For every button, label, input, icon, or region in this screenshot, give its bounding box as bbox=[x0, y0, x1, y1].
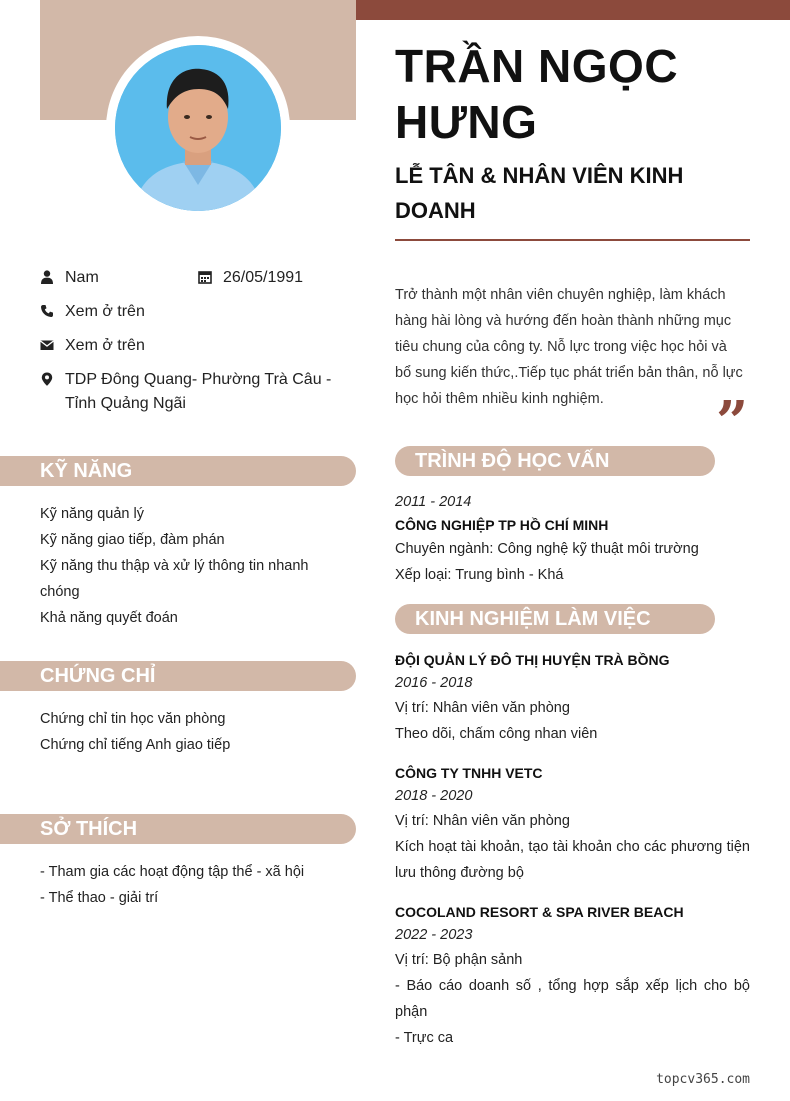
list-item: Kỹ năng quản lý bbox=[40, 506, 144, 522]
list-item: - Tham gia các hoạt động tập thể - xã hội bbox=[40, 864, 305, 880]
email-row bbox=[40, 334, 340, 358]
experience-entry bbox=[395, 762, 750, 886]
hobbies-heading: SỞ THÍCH bbox=[0, 814, 356, 844]
calendar-icon bbox=[198, 270, 212, 284]
list-item: Kỹ năng thu thập và xử lý thông tin nhanh chóng bbox=[40, 558, 309, 600]
phone-value: Xem ở trên bbox=[65, 303, 145, 320]
full-name: TRẦN NGỌC HƯNG bbox=[395, 40, 679, 148]
job-title: LỄ TÂN & NHÂN VIÊN KINH DOANH bbox=[395, 163, 684, 223]
quote-icon: ” bbox=[716, 389, 749, 455]
education-entry bbox=[395, 490, 750, 588]
birthdate-value: 26/05/1991 bbox=[223, 269, 304, 286]
envelope-icon bbox=[40, 338, 54, 352]
certificates-heading: CHỨNG CHỈ bbox=[0, 661, 356, 691]
list-item: Chứng chỉ tiếng Anh giao tiếp bbox=[40, 737, 231, 753]
avatar bbox=[115, 45, 281, 211]
list-item: Khả năng quyết đoán bbox=[40, 610, 178, 626]
list-item: Kỹ năng giao tiếp, đàm phán bbox=[40, 532, 225, 548]
job-position: Vị trí: Bộ phận sảnh bbox=[395, 952, 523, 968]
job-position: Vị trí: Nhân viên văn phòng bbox=[395, 813, 570, 829]
address-row bbox=[40, 368, 350, 416]
phone-icon bbox=[40, 304, 54, 318]
email-value: Xem ở trên bbox=[65, 337, 145, 354]
education-period: 2011 - 2014 bbox=[395, 494, 472, 510]
job-period: 2018 - 2020 bbox=[395, 788, 473, 804]
phone-row bbox=[40, 300, 340, 324]
title-divider bbox=[395, 239, 750, 241]
skills-heading: KỸ NĂNG bbox=[0, 456, 356, 486]
gender-row bbox=[40, 266, 190, 290]
birthdate-row bbox=[198, 266, 348, 290]
education-grade: Xếp loại: Trung bình - Khá bbox=[395, 567, 564, 583]
career-objective: Trở thành một nhân viên chuyên nghiệp, làm khách hàng hài lòng và hướng đến hoàn thành những mục tiêu chung của công ty. Nỗ lực trong việc học hỏi và bổ sung kiến thức,.Tiếp tục phát triển bản thân, nỗ lực học hỏi thêm nhiều kinh nghiệm. bbox=[395, 287, 743, 407]
certificates-list bbox=[40, 706, 340, 758]
job-period: 2016 - 2018 bbox=[395, 675, 473, 691]
experience-heading: KINH NGHIỆM LÀM VIỆC bbox=[395, 604, 715, 634]
job-position: Vị trí: Nhân viên văn phòng bbox=[395, 700, 570, 716]
hobbies-list bbox=[40, 859, 340, 911]
company-name: COCOLAND RESORT & SPA RIVER BEACH bbox=[395, 904, 684, 920]
footer-website: topcv365.com bbox=[656, 1072, 750, 1087]
school-name: CÔNG NGHIỆP TP HỒ CHÍ MINH bbox=[395, 517, 609, 533]
company-name: CÔNG TY TNHH VETC bbox=[395, 765, 543, 781]
job-period: 2022 - 2023 bbox=[395, 927, 473, 943]
education-heading: TRÌNH ĐỘ HỌC VẤN bbox=[395, 446, 715, 476]
gender-value: Nam bbox=[65, 269, 99, 286]
list-item: Chứng chỉ tin học văn phòng bbox=[40, 711, 226, 727]
job-description: - Trực ca bbox=[395, 1030, 454, 1046]
address-value: TDP Đông Quang- Phường Trà Câu - Tỉnh Quảng Ngãi bbox=[65, 371, 332, 412]
job-description: - Báo cáo doanh số , tổng hợp sắp xếp lịch cho bộ phận bbox=[395, 978, 750, 1020]
experience-entry bbox=[395, 901, 750, 1051]
company-name: ĐỘI QUẢN LÝ ĐÔ THỊ HUYỆN TRÀ BỒNG bbox=[395, 652, 670, 668]
person-icon bbox=[40, 270, 54, 284]
map-pin-icon bbox=[40, 372, 54, 386]
skills-list bbox=[40, 501, 340, 631]
education-major: Chuyên ngành: Công nghệ kỹ thuật môi trường bbox=[395, 541, 699, 557]
job-description: Kích hoạt tài khoản, tạo tài khoản cho các phương tiện lưu thông đường bộ bbox=[395, 839, 750, 881]
list-item: - Thể thao - giải trí bbox=[40, 890, 159, 906]
experience-entry bbox=[395, 649, 750, 747]
job-description: Theo dõi, chấm công nhan viên bbox=[395, 726, 598, 742]
top-accent-bar bbox=[356, 0, 790, 20]
